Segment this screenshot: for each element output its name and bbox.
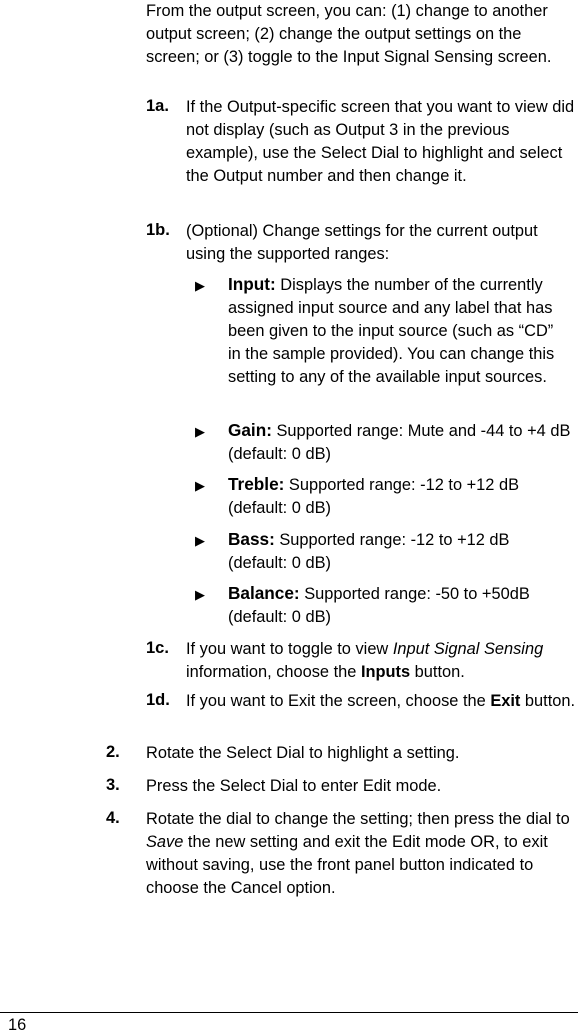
step-1a-number: 1a. [146, 97, 169, 115]
step-1b-text: (Optional) Change settings for the current output using the supported ranges: [186, 222, 538, 263]
step-1d-number: 1d. [146, 691, 170, 709]
emphasis: Save [146, 833, 184, 851]
bullet-text: Supported range: -50 to +50dB (default: 0 dB) [228, 585, 530, 626]
bullet-term: Treble: [228, 474, 285, 494]
step-1a-text: If the Output-specific screen that you want to view did not display (such as Output 3 in the previous example), use the Select Dial to highlight and select the Output number and then change it. [186, 98, 575, 185]
step-1c-number: 1c. [146, 639, 169, 657]
step-1d-text: If you want to Exit the screen, choose the Exit button. [186, 692, 576, 710]
step-1b-number: 1b. [146, 221, 170, 239]
step-3-text: Press the Select Dial to enter Edit mode. [146, 777, 442, 795]
bullet-text: Displays the number of the currently assigned input source and any label that has been given to the input source (such as “CD” in the sample provided). You can change this setting to any of the available input sources. [228, 276, 555, 386]
bullet-text: Supported range: -12 to +12 dB (default: 0 dB) [228, 531, 510, 572]
step-3-number: 3. [106, 776, 120, 794]
right-triangle-icon: ▶ [195, 533, 205, 548]
step-2-text: Rotate the Select Dial to highlight a setting. [146, 744, 460, 762]
right-triangle-icon: ▶ [195, 278, 205, 293]
right-triangle-icon: ▶ [195, 478, 205, 493]
emphasis: Input Signal Sensing [392, 640, 544, 658]
intro-paragraph: From the output screen, you can: (1) change to another output screen; (2) change the output settings on the screen; or (3) toggle to the Input Signal Sensing screen. [146, 2, 552, 66]
right-triangle-icon: ▶ [195, 424, 205, 439]
bullet-text: Supported range: -12 to +12 dB (default: 0 dB) [228, 476, 520, 517]
bullet-term: Input: [228, 274, 276, 294]
footer-rule [0, 1012, 578, 1013]
bullet-text: Supported range: Mute and -44 to +4 dB (default: 0 dB) [228, 422, 571, 463]
bullet-term: Gain: [228, 420, 272, 440]
bullet-term: Bass: [228, 529, 275, 549]
step-4-text: Rotate the dial to change the setting; then press the dial to Save the new setting and exit the Edit mode OR, to exit without saving, use the front panel button indicated to choose the Cancel option. [146, 810, 570, 897]
bullet-term: Balance: [228, 583, 300, 603]
inputs-button-name: Inputs [360, 663, 411, 681]
right-triangle-icon: ▶ [195, 587, 205, 602]
page-number: 16 [8, 1016, 27, 1034]
step-1c-text: If you want to toggle to view Input Signal Sensing information, choose the Inputs button. [186, 640, 544, 681]
exit-button-name: Exit [490, 692, 521, 710]
step-2-number: 2. [106, 743, 120, 761]
step-4-number: 4. [106, 809, 120, 827]
